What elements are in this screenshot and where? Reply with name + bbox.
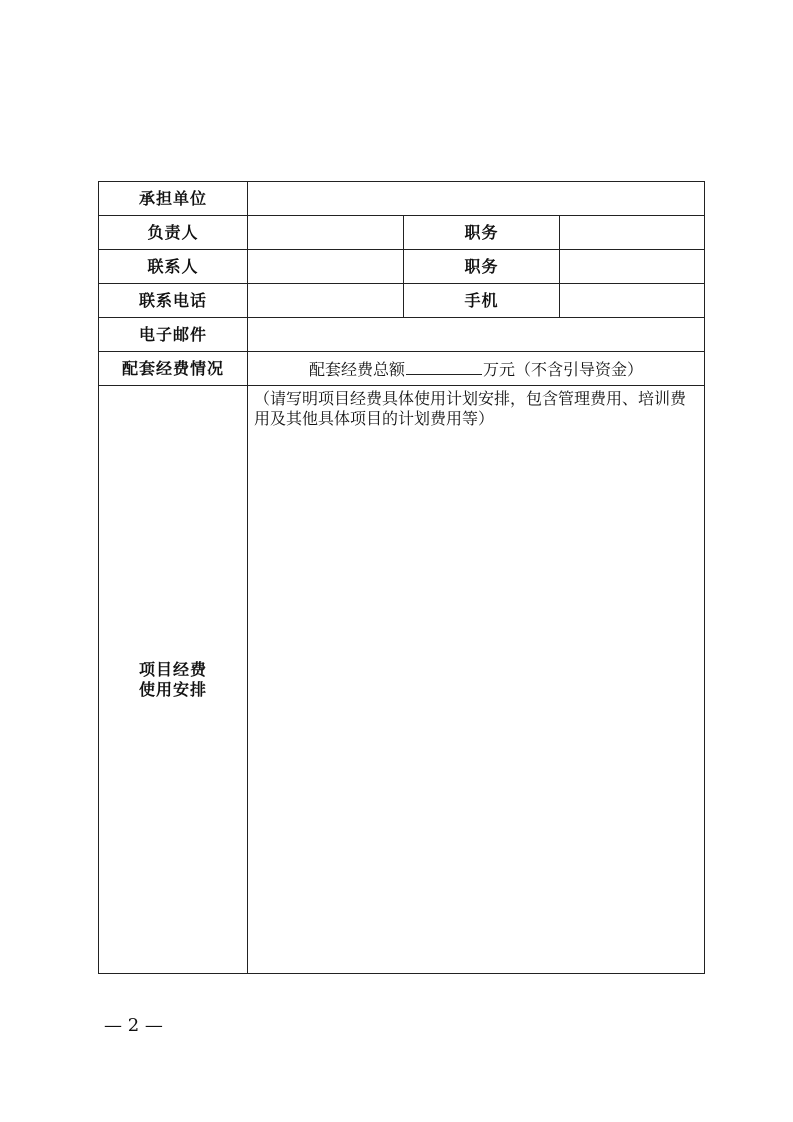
- mobile-field[interactable]: [560, 284, 705, 318]
- fund-usage-plan-label: [99, 386, 248, 974]
- undertaking-unit-field[interactable]: [248, 182, 705, 216]
- responsible-person-position-label: 职务: [404, 216, 560, 250]
- row-contact-person: [99, 250, 705, 284]
- matching-funds-amount-blank[interactable]: [406, 358, 482, 375]
- fund-usage-plan-label-line1: 项目经费: [138, 659, 207, 679]
- contact-person-position-label: 职务: [404, 250, 560, 284]
- mobile-label: 手机: [404, 284, 560, 318]
- matching-funds-prefix: 配套经费总额: [308, 359, 405, 379]
- matching-funds-suffix: 万元（不含引导资金）: [483, 359, 644, 379]
- row-fund-usage-plan: [99, 386, 705, 974]
- row-undertaking-unit: [99, 182, 705, 216]
- matching-funds-label: 配套经费情况: [99, 352, 248, 386]
- funding-application-form: [98, 181, 705, 974]
- row-responsible-person: [99, 216, 705, 250]
- contact-person-label: 联系人: [99, 250, 248, 284]
- matching-funds-cell: [248, 352, 705, 386]
- email-field[interactable]: [248, 318, 705, 352]
- fund-usage-plan-instruction: （请写明项目经费具体使用计划安排，包含管理费用、培训费用及其他具体项目的计划费用等）: [254, 389, 687, 428]
- contact-person-field[interactable]: [248, 250, 404, 284]
- contact-phone-label: 联系电话: [99, 284, 248, 318]
- row-email: [99, 318, 705, 352]
- responsible-person-field[interactable]: [248, 216, 404, 250]
- responsible-person-label: 负责人: [99, 216, 248, 250]
- email-label: 电子邮件: [99, 318, 248, 352]
- contact-phone-field[interactable]: [248, 284, 404, 318]
- page-number: — 2 —: [104, 1015, 163, 1036]
- responsible-person-position-field[interactable]: [560, 216, 705, 250]
- row-contact-phone: [99, 284, 705, 318]
- contact-person-position-field[interactable]: [560, 250, 705, 284]
- undertaking-unit-label: 承担单位: [99, 182, 248, 216]
- fund-usage-plan-label-line2: 使用安排: [138, 679, 207, 699]
- fund-usage-plan-field[interactable]: [248, 386, 705, 974]
- row-matching-funds: [99, 352, 705, 386]
